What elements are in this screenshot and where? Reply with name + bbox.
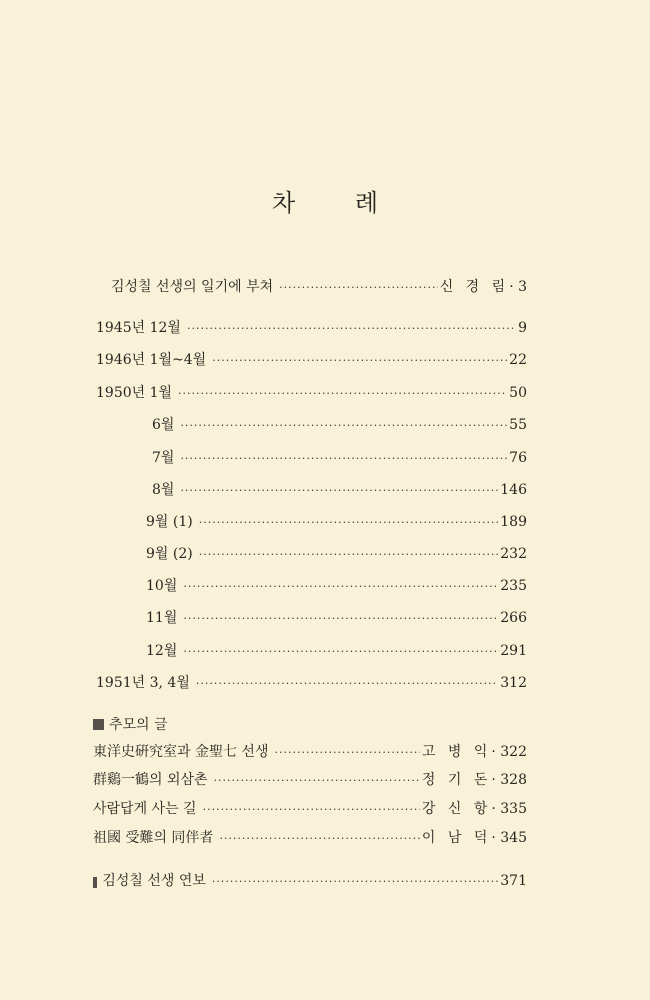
square-bullet-icon xyxy=(93,719,104,730)
toc-entry[interactable] xyxy=(152,414,527,438)
dot-leader xyxy=(180,419,507,432)
dot-leader xyxy=(219,832,419,845)
toc-entry[interactable] xyxy=(152,447,527,471)
toc-entry-memorial[interactable] xyxy=(93,827,527,851)
toc-entry-author: 이 남 덕 xyxy=(421,830,492,846)
toc-entry-page: 312 xyxy=(500,675,527,691)
toc-entry-page: 50 xyxy=(509,385,527,401)
toc-entry-label: 8월 xyxy=(152,482,175,498)
toc-entry-memorial[interactable] xyxy=(93,741,527,765)
toc-entry-author: 강 신 항 xyxy=(421,801,492,817)
toc-entry[interactable] xyxy=(146,640,527,664)
toc-entry[interactable] xyxy=(146,543,527,567)
toc-entry[interactable] xyxy=(152,479,527,503)
dot-leader xyxy=(178,387,507,400)
toc-entry-label: 10월 xyxy=(146,578,178,594)
toc-entry-page: 76 xyxy=(509,450,527,466)
toc-entry-page: 291 xyxy=(500,643,527,659)
dot-leader xyxy=(274,746,419,759)
toc-entry-label: 1951년 3, 4월 xyxy=(96,675,190,691)
toc-entry-page: 55 xyxy=(509,417,527,433)
dot-leader xyxy=(214,774,420,787)
page-title: 차 례 xyxy=(272,189,404,217)
toc-entry-label: 12월 xyxy=(146,643,178,659)
toc-entry-label: 9월 (1) xyxy=(146,514,193,530)
toc-entry-label: 11월 xyxy=(146,610,178,626)
dot-leader xyxy=(196,677,498,690)
toc-entry-page: · 328 xyxy=(491,772,527,788)
dot-leader xyxy=(212,875,498,888)
dot-leader xyxy=(180,484,498,497)
toc-entry-page: 232 xyxy=(500,546,527,562)
toc-entry-label: 6월 xyxy=(152,417,175,433)
toc-entry-label: 사람답게 사는 길 xyxy=(93,801,197,817)
toc-entry-chronology[interactable] xyxy=(93,870,527,894)
section-heading-memorial xyxy=(93,714,168,734)
toc-entry-author: 정 기 돈 xyxy=(421,772,492,788)
toc-entry-page: 266 xyxy=(500,610,527,626)
dot-leader xyxy=(187,322,516,335)
dot-leader xyxy=(203,803,420,816)
square-bullet-icon xyxy=(93,877,97,888)
toc-entry[interactable] xyxy=(96,317,527,341)
toc-entry-memorial[interactable] xyxy=(93,769,527,793)
toc-entry[interactable] xyxy=(96,672,527,696)
dot-leader xyxy=(199,548,499,561)
toc-entry-label: 김성칠 선생의 일기에 부쳐 xyxy=(111,279,274,295)
dot-leader xyxy=(199,516,499,529)
toc-entry[interactable] xyxy=(146,607,527,631)
toc-entry-page: · 3 xyxy=(509,279,527,295)
toc-entry-memorial[interactable] xyxy=(93,798,527,822)
toc-entry[interactable] xyxy=(96,382,527,406)
toc-entry-label: 7월 xyxy=(152,450,175,466)
toc-entry-page: 235 xyxy=(500,578,527,594)
toc-entry-page: 22 xyxy=(509,352,527,368)
dot-leader xyxy=(180,452,507,465)
toc-entry[interactable] xyxy=(146,575,527,599)
toc-entry-page: · 335 xyxy=(491,801,527,817)
toc-entry-page: 189 xyxy=(500,514,527,530)
toc-entry-page: 371 xyxy=(500,873,527,889)
toc-entry-label: 1950년 1월 xyxy=(96,385,173,401)
toc-entry-label: 東洋史硏究室과 金聖七 선생 xyxy=(93,744,269,760)
toc-entry-label: 群鷄一鶴의 외삼촌 xyxy=(93,772,208,788)
toc-entry-page: 146 xyxy=(500,482,527,498)
dot-leader xyxy=(183,580,498,593)
toc-entry-author: 고 병 익 xyxy=(421,744,492,760)
toc-entry-label: 祖國 受難의 同伴者 xyxy=(93,830,214,846)
dot-leader xyxy=(212,354,507,367)
toc-entry-label: 9월 (2) xyxy=(146,546,193,562)
toc-entry-page: · 345 xyxy=(491,830,527,846)
toc-entry[interactable] xyxy=(96,349,527,373)
toc-entry-label: 1946년 1월~4월 xyxy=(96,352,207,368)
section-heading-label: 추모의 글 xyxy=(109,717,168,733)
toc-entry-author: 신 경 림 xyxy=(439,279,510,295)
toc-entry[interactable] xyxy=(146,511,527,535)
dot-leader xyxy=(279,281,438,294)
toc-entry-label: 김성칠 선생 연보 xyxy=(102,873,206,889)
toc-entry-intro[interactable] xyxy=(111,276,527,300)
dot-leader xyxy=(183,645,498,658)
toc-entry-label: 1945년 12월 xyxy=(96,320,181,336)
toc-entry-page: · 322 xyxy=(491,744,527,760)
dot-leader xyxy=(183,612,498,625)
toc-entry-page: 9 xyxy=(518,320,527,336)
